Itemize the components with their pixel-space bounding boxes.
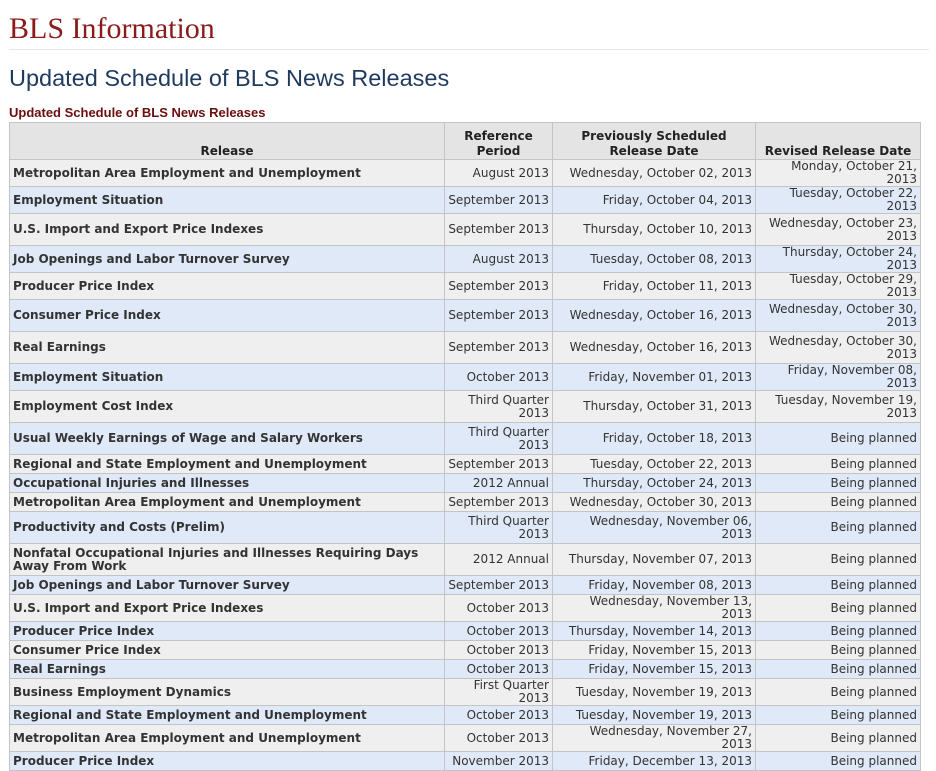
table-row	[10, 752, 921, 771]
release-cell: Job Openings and Labor Turnover Survey	[10, 576, 445, 595]
reference-period-cell: Third Quarter 2013	[445, 512, 553, 544]
previous-date-cell: Friday, November 15, 2013	[553, 660, 756, 679]
table-row	[10, 300, 921, 332]
revised-date-cell: Friday, November 08, 2013	[756, 364, 921, 391]
previous-date-cell: Tuesday, November 19, 2013	[553, 706, 756, 725]
table-row	[10, 725, 921, 752]
reference-period-cell: Third Quarter 2013	[445, 391, 553, 423]
previous-date-cell: Thursday, October 24, 2013	[553, 474, 756, 493]
release-cell: Producer Price Index	[10, 273, 445, 300]
reference-period-cell: September 2013	[445, 576, 553, 595]
table-row	[10, 493, 921, 512]
release-cell: Nonfatal Occupational Injuries and Illnesses Requiring Days Away From Work	[10, 544, 445, 576]
previous-date-cell: Thursday, November 14, 2013	[553, 622, 756, 641]
table-row	[10, 187, 921, 214]
reference-period-cell: September 2013	[445, 187, 553, 214]
revised-date-cell: Tuesday, October 29, 2013	[756, 273, 921, 300]
revised-date-cell: Wednesday, October 30, 2013	[756, 300, 921, 332]
revised-date-cell: Being planned	[756, 679, 921, 706]
revised-date-cell: Wednesday, October 30, 2013	[756, 332, 921, 364]
reference-period-cell: September 2013	[445, 332, 553, 364]
table-caption: Updated Schedule of BLS News Releases	[9, 105, 266, 120]
release-cell: Consumer Price Index	[10, 300, 445, 332]
revised-date-cell: Being planned	[756, 622, 921, 641]
previous-date-cell: Wednesday, November 13, 2013	[553, 595, 756, 622]
table-row	[10, 706, 921, 725]
previous-date-cell: Wednesday, October 16, 2013	[553, 300, 756, 332]
previous-date-cell: Thursday, October 10, 2013	[553, 214, 756, 246]
revised-date-cell: Wednesday, October 23, 2013	[756, 214, 921, 246]
column-header-previous-date: Previously Scheduled Release Date	[553, 123, 756, 160]
revised-date-cell: Being planned	[756, 544, 921, 576]
reference-period-cell: October 2013	[445, 364, 553, 391]
table-row	[10, 622, 921, 641]
table-header-row	[10, 123, 921, 160]
table-row	[10, 474, 921, 493]
release-cell: Regional and State Employment and Unemployment	[10, 455, 445, 474]
revised-date-cell: Being planned	[756, 595, 921, 622]
release-cell: Regional and State Employment and Unemployment	[10, 706, 445, 725]
column-header-reference-period: Reference Period	[445, 123, 553, 160]
column-header-revised-date: Revised Release Date	[756, 123, 921, 160]
site-header	[9, 12, 929, 50]
reference-period-cell: First Quarter 2013	[445, 679, 553, 706]
release-cell: Real Earnings	[10, 332, 445, 364]
release-cell: Metropolitan Area Employment and Unemployment	[10, 725, 445, 752]
reference-period-cell: September 2013	[445, 273, 553, 300]
previous-date-cell: Friday, October 11, 2013	[553, 273, 756, 300]
reference-period-cell: October 2013	[445, 725, 553, 752]
previous-date-cell: Wednesday, October 16, 2013	[553, 332, 756, 364]
table-row	[10, 273, 921, 300]
previous-date-cell: Thursday, November 07, 2013	[553, 544, 756, 576]
previous-date-cell: Wednesday, November 06, 2013	[553, 512, 756, 544]
revised-date-cell: Being planned	[756, 512, 921, 544]
reference-period-cell: October 2013	[445, 595, 553, 622]
revised-date-cell: Monday, October 21, 2013	[756, 160, 921, 187]
release-cell: Metropolitan Area Employment and Unemployment	[10, 493, 445, 512]
revised-date-cell: Thursday, October 24, 2013	[756, 246, 921, 273]
release-cell: Employment Cost Index	[10, 391, 445, 423]
table-row	[10, 595, 921, 622]
revised-date-cell: Being planned	[756, 752, 921, 771]
table-row	[10, 423, 921, 455]
table-row	[10, 391, 921, 423]
revised-date-cell: Being planned	[756, 455, 921, 474]
reference-period-cell: September 2013	[445, 214, 553, 246]
previous-date-cell: Tuesday, November 19, 2013	[553, 679, 756, 706]
previous-date-cell: Friday, December 13, 2013	[553, 752, 756, 771]
reference-period-cell: October 2013	[445, 706, 553, 725]
previous-date-cell: Thursday, October 31, 2013	[553, 391, 756, 423]
reference-period-cell: September 2013	[445, 493, 553, 512]
previous-date-cell: Wednesday, October 30, 2013	[553, 493, 756, 512]
release-cell: Consumer Price Index	[10, 641, 445, 660]
reference-period-cell: October 2013	[445, 641, 553, 660]
table-row	[10, 214, 921, 246]
release-cell: Business Employment Dynamics	[10, 679, 445, 706]
release-cell: Occupational Injuries and Illnesses	[10, 474, 445, 493]
release-cell: U.S. Import and Export Price Indexes	[10, 595, 445, 622]
previous-date-cell: Wednesday, November 27, 2013	[553, 725, 756, 752]
release-cell: Real Earnings	[10, 660, 445, 679]
revised-date-cell: Being planned	[756, 660, 921, 679]
table-row	[10, 660, 921, 679]
revised-date-cell: Being planned	[756, 641, 921, 660]
previous-date-cell: Friday, October 04, 2013	[553, 187, 756, 214]
reference-period-cell: September 2013	[445, 300, 553, 332]
reference-period-cell: Third Quarter 2013	[445, 423, 553, 455]
column-header-release: Release	[10, 123, 445, 160]
revised-date-cell: Being planned	[756, 725, 921, 752]
previous-date-cell: Friday, November 15, 2013	[553, 641, 756, 660]
release-cell: Productivity and Costs (Prelim)	[10, 512, 445, 544]
previous-date-cell: Tuesday, October 22, 2013	[553, 455, 756, 474]
release-cell: Producer Price Index	[10, 752, 445, 771]
table-row	[10, 160, 921, 187]
release-cell: Usual Weekly Earnings of Wage and Salary Workers	[10, 423, 445, 455]
table-row	[10, 512, 921, 544]
reference-period-cell: October 2013	[445, 622, 553, 641]
release-cell: Job Openings and Labor Turnover Survey	[10, 246, 445, 273]
previous-date-cell: Friday, November 08, 2013	[553, 576, 756, 595]
revised-date-cell: Being planned	[756, 576, 921, 595]
table-row	[10, 364, 921, 391]
release-cell: Employment Situation	[10, 364, 445, 391]
table-body	[10, 160, 921, 771]
table-row	[10, 576, 921, 595]
revised-date-cell: Being planned	[756, 706, 921, 725]
reference-period-cell: 2012 Annual	[445, 544, 553, 576]
table-row	[10, 246, 921, 273]
reference-period-cell: November 2013	[445, 752, 553, 771]
page-title: Updated Schedule of BLS News Releases	[9, 65, 450, 91]
release-schedule-table	[9, 122, 921, 771]
table-row	[10, 544, 921, 576]
table-row	[10, 641, 921, 660]
reference-period-cell: 2012 Annual	[445, 474, 553, 493]
table-row	[10, 332, 921, 364]
revised-date-cell: Being planned	[756, 423, 921, 455]
revised-date-cell: Tuesday, October 22, 2013	[756, 187, 921, 214]
previous-date-cell: Tuesday, October 08, 2013	[553, 246, 756, 273]
previous-date-cell: Wednesday, October 02, 2013	[553, 160, 756, 187]
reference-period-cell: August 2013	[445, 246, 553, 273]
release-cell: Employment Situation	[10, 187, 445, 214]
revised-date-cell: Tuesday, November 19, 2013	[756, 391, 921, 423]
release-cell: U.S. Import and Export Price Indexes	[10, 214, 445, 246]
revised-date-cell: Being planned	[756, 493, 921, 512]
reference-period-cell: October 2013	[445, 660, 553, 679]
previous-date-cell: Friday, November 01, 2013	[553, 364, 756, 391]
release-cell: Producer Price Index	[10, 622, 445, 641]
revised-date-cell: Being planned	[756, 474, 921, 493]
reference-period-cell: August 2013	[445, 160, 553, 187]
previous-date-cell: Friday, October 18, 2013	[553, 423, 756, 455]
table-row	[10, 455, 921, 474]
table-row	[10, 679, 921, 706]
release-cell: Metropolitan Area Employment and Unemployment	[10, 160, 445, 187]
site-title: BLS Information	[9, 12, 215, 45]
reference-period-cell: September 2013	[445, 455, 553, 474]
